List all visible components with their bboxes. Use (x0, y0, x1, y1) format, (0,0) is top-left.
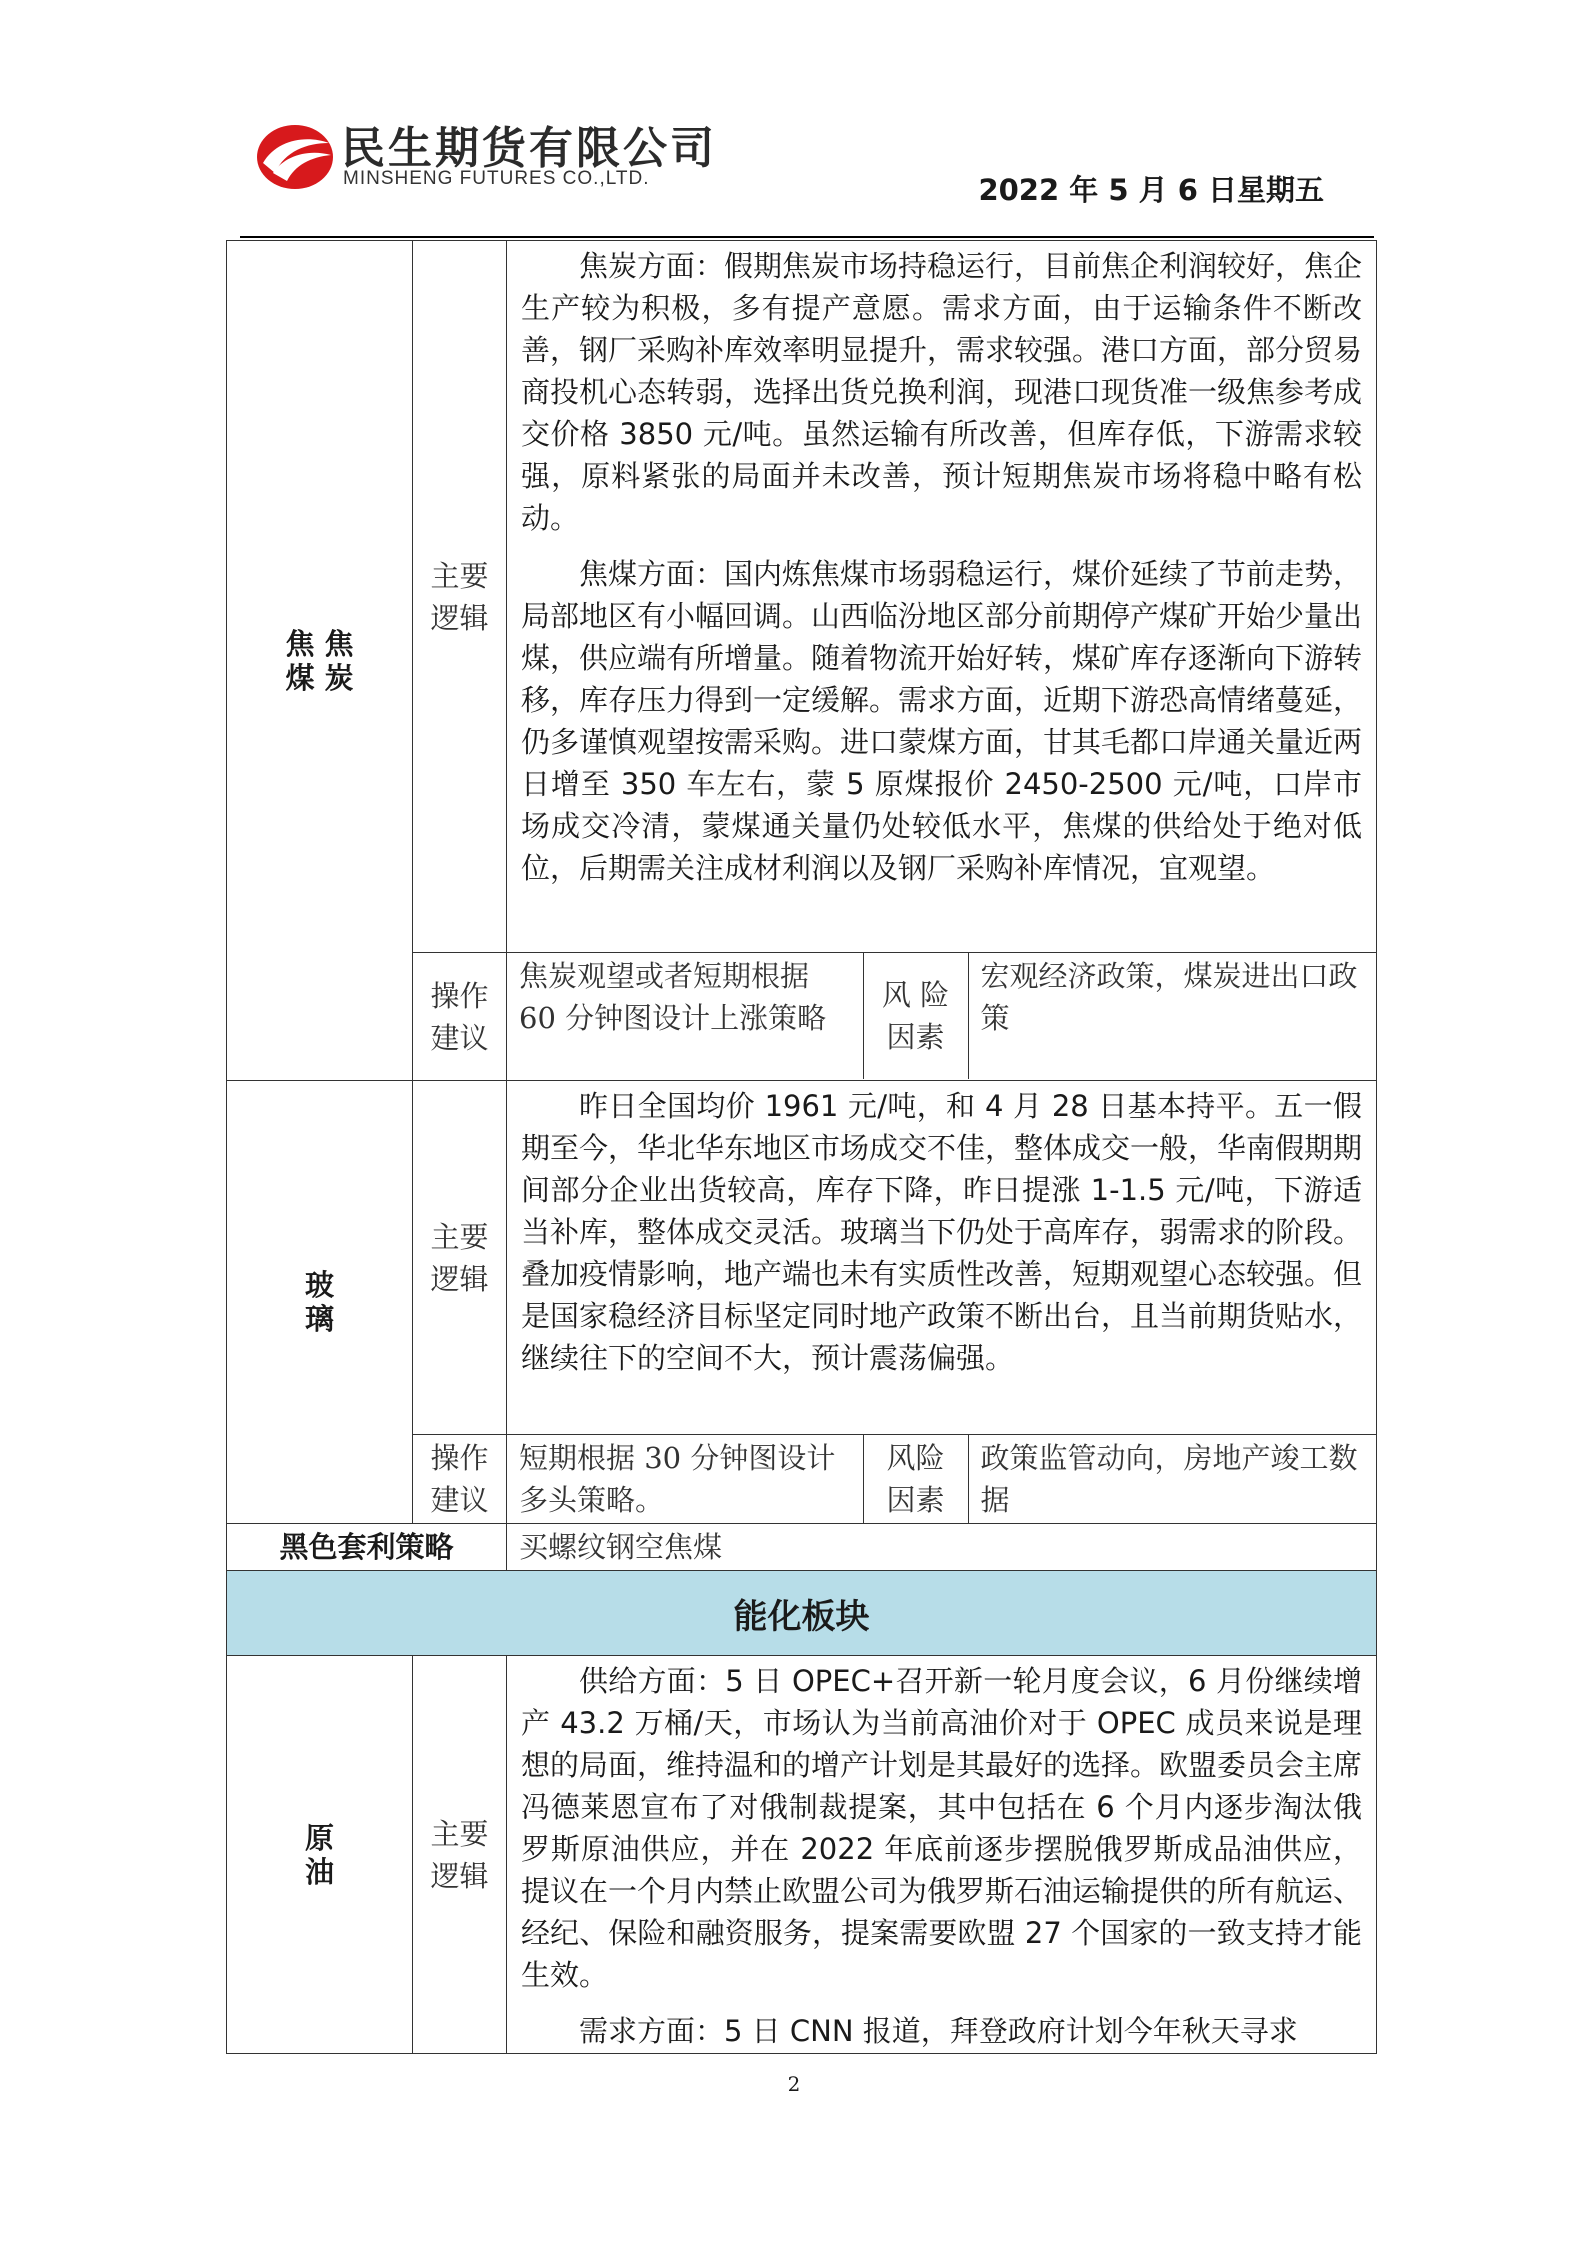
page-number: 2 (787, 2072, 801, 2096)
logic-label: 主要 逻辑 (413, 241, 507, 953)
risk-factors: 宏观经济政策，煤炭进出口政策 (968, 953, 1376, 1079)
coke-paragraph: 焦炭方面：假期焦炭市场持稳运行，目前焦企利润较好，焦企生产较为积极，多有提产意愿。需求方面，由于运输条件不断改善，钢厂采购补库效率明显提升，需求较强。港口方面，部分贸易商投机心态转弱，选择出货兑换利润，现港口现货准一级焦参考成交价格 3850 元/吨。虽然运输有所改善，但库存低，下游需求较强，原料紧张的局面并未改善，预计短期焦炭市场将稳中略有松动。 (521, 249, 1363, 535)
category-glass: 玻 璃 (227, 1081, 413, 1524)
logic-content (507, 1081, 1377, 1435)
risk-label: 风险 因素 (863, 1435, 968, 1523)
page-header (0, 0, 1588, 240)
logic-content (507, 1656, 1377, 2054)
operation-label: 操作 建议 (413, 953, 507, 1081)
operation-row (507, 1435, 1377, 1524)
operation-suggestion: 焦炭观望或者短期根据 60 分钟图设计上涨策略 (519, 959, 827, 1035)
operation-suggestion: 短期根据 30 分钟图设计多头策略。 (519, 1441, 836, 1517)
company-name-cn: 民生期货有限公司 (341, 123, 717, 174)
company-logo (255, 112, 725, 202)
operation-row (507, 953, 1377, 1081)
logic-label: 主要 逻辑 (413, 1656, 507, 2054)
logic-content (507, 241, 1377, 953)
glass-paragraph: 昨日全国均价 1961 元/吨，和 4 月 28 日基本持平。五一假期至今，华北华东地区市场成交不佳，整体成交一般，华南假期期间部分企业出货较高，库存下降，昨日提涨 1-1.5 元/吨，下游适当补库，整体成交灵活。玻璃当下仍处于高库存，弱需求的阶段。叠加疫情影响，地产端也未有实质性改善，短期观望心态较强。但是国家稳经济目标坚定同时地产政策不断出台，且当前期货贴水，继续往下的空间不大，预计震荡偏强。 (521, 1089, 1363, 1375)
category-crude-oil: 原 油 (227, 1656, 413, 2054)
logic-label: 主要 逻辑 (413, 1081, 507, 1435)
risk-label: 风 险 因素 (863, 953, 968, 1079)
report-date: 2022 年 5 月 6 日星期五 (978, 173, 1324, 207)
coking-coal-paragraph: 焦煤方面：国内炼焦煤市场弱稳运行，煤价延续了节前走势，局部地区有小幅回调。山西临汾地区部分前期停产煤矿开始少量出煤，供应端有所增量。随着物流开始好转，煤矿库存逐渐向下游转移，库存压力得到一定缓解。需求方面，近期下游恐高情绪蔓延，仍多谨慎观望按需采购。进口蒙煤方面，甘其毛都口岸通关量近两日增至 350 车左右，蒙 5 原煤报价 2450-2500 元/吨，口岸市场成交冷清，蒙煤通关量仍处较低水平，焦煤的供给处于绝对低位，后期需关注成材利润以及钢厂采购补库情况，宜观望。 (521, 557, 1363, 885)
section-heading-energy: 能化板块 (227, 1571, 1377, 1656)
category-coke-coal: 焦 焦 煤 炭 (227, 241, 413, 1081)
operation-label: 操作 建议 (413, 1435, 507, 1524)
company-name-en: MINSHENG FUTURES CO.,LTD. (343, 168, 650, 189)
header-divider (240, 236, 1374, 238)
report-table (226, 240, 1377, 2054)
crude-demand-paragraph: 需求方面：5 日 CNN 报道，拜登政府计划今年秋天寻求 (579, 2014, 1298, 2048)
arbitrage-strategy: 买螺纹钢空焦煤 (507, 1524, 1377, 1571)
arbitrage-label: 黑色套利策略 (227, 1524, 507, 1571)
risk-factors: 政策监管动向，房地产竣工数据 (968, 1435, 1376, 1523)
crude-supply-paragraph: 供给方面：5 日 OPEC+召开新一轮月度会议，6 月份继续增产 43.2 万桶/天，市场认为当前高油价对于 OPEC 成员来说是理想的局面，维持温和的增产计划是其最好的选择。欧盟委员会主席冯德莱恩宣布了对俄制裁提案，其中包括在 6 个月内逐步淘汰俄罗斯原油供应，并在 2022 年底前逐步摆脱俄罗斯成品油供应，提议在一个月内禁止欧盟公司为俄罗斯石油运输提供的所有航运、经纪、保险和融资服务，提案需要欧盟 27 个国家的一致支持才能生效。 (521, 1664, 1363, 1992)
minsheng-logo-icon (255, 117, 335, 197)
